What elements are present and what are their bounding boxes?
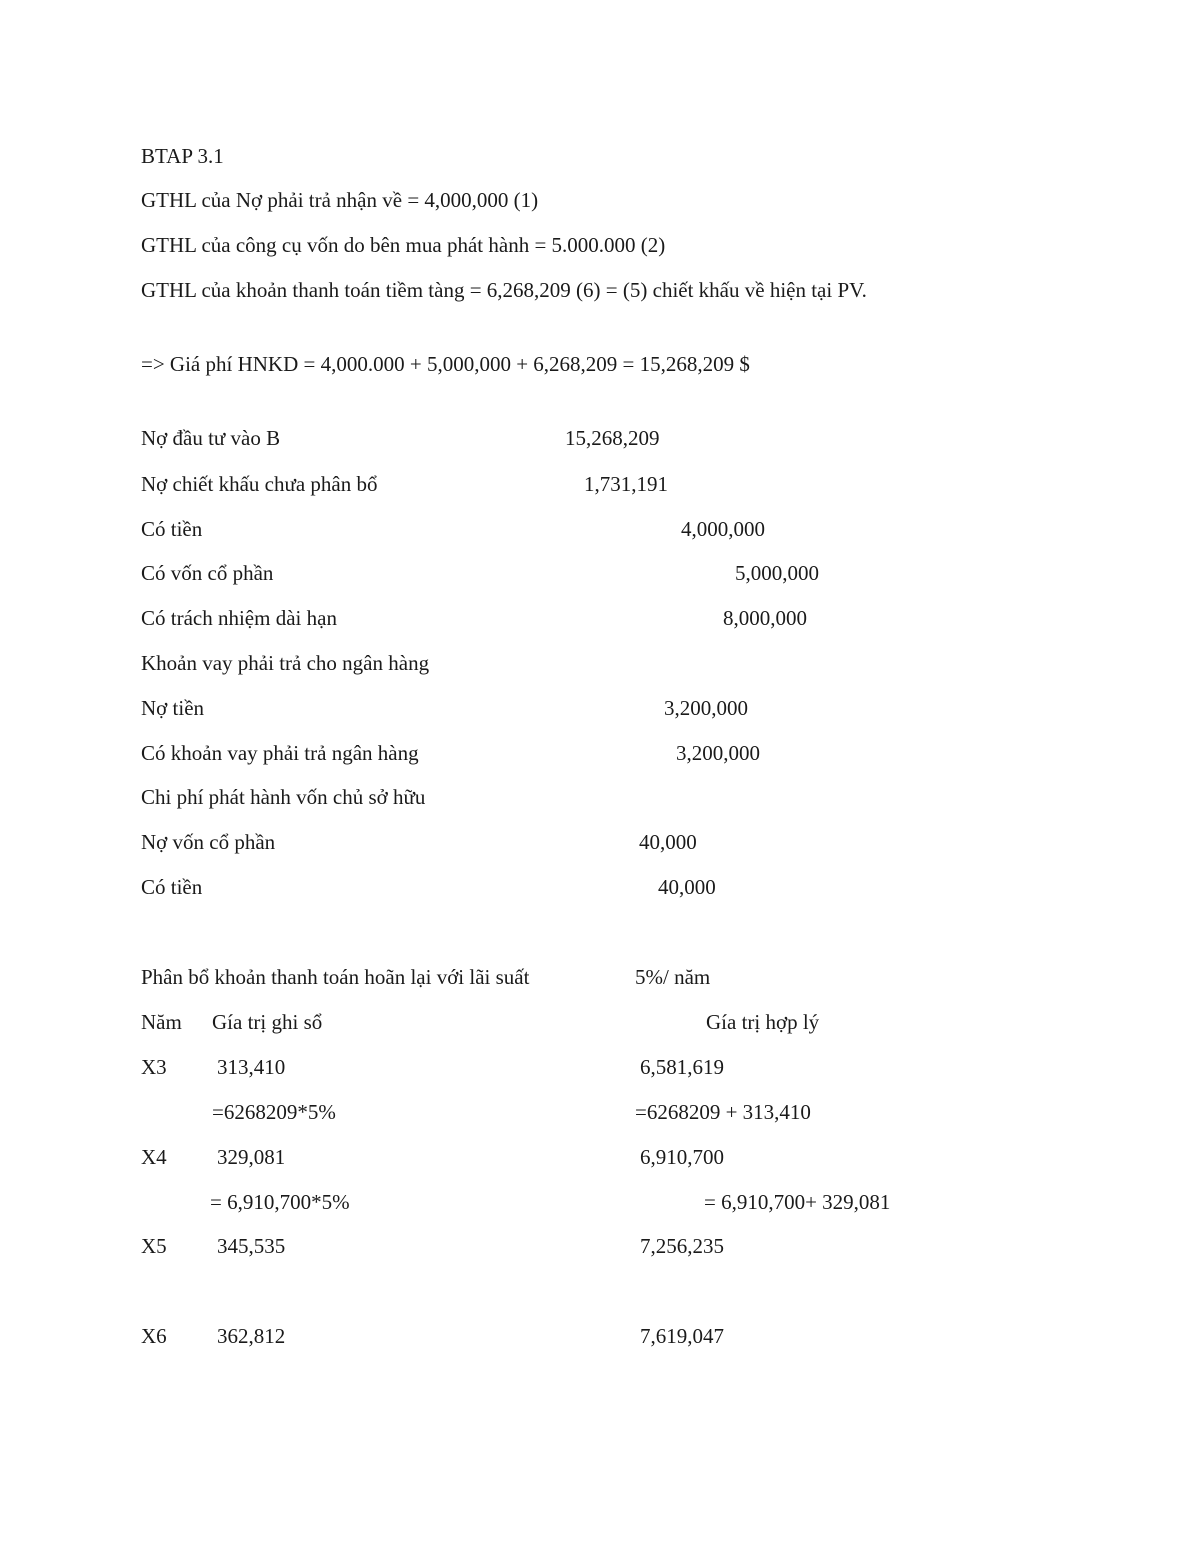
journal-label: Nợ chiết khấu chưa phân bổ — [141, 472, 378, 496]
row-book-value: 313,410 — [217, 1055, 286, 1079]
row-book-formula: = 6,910,700*5% — [210, 1190, 350, 1214]
allocation-heading: Phân bổ khoản thanh toán hoãn lại với lãi suất — [141, 965, 530, 989]
row-fair-value: 7,619,047 — [640, 1324, 724, 1348]
row-year: X5 — [141, 1234, 167, 1258]
row-fair-value: 6,910,700 — [640, 1145, 724, 1169]
journal-label: Nợ vốn cổ phần — [141, 830, 276, 854]
row-fair-value: 6,581,619 — [640, 1055, 724, 1079]
journal-label: Có vốn cổ phần — [141, 561, 274, 585]
fair-value-liability: GTHL của Nợ phải trả nhận về = 4,000,000 (1) — [141, 188, 539, 212]
row-year: X6 — [141, 1324, 167, 1348]
journal-amount: 8,000,000 — [723, 606, 807, 630]
journal-label: Có trách nhiệm dài hạn — [141, 606, 337, 630]
fair-value-equity: GTHL của công cụ vốn do bên mua phát hành = 5.000.000 (2) — [141, 233, 666, 257]
journal-section-heading: Chi phí phát hành vốn chủ sở hữu — [141, 785, 426, 809]
exercise-title: BTAP 3.1 — [141, 144, 224, 168]
total-acquisition-cost: => Giá phí HNKD = 4,000.000 + 5,000,000 + 6,268,209 = 15,268,209 $ — [141, 352, 750, 376]
journal-label: Nợ tiền — [141, 696, 205, 720]
column-header-fair-value: Gía trị hợp lý — [706, 1010, 820, 1034]
journal-amount: 1,731,191 — [584, 472, 668, 496]
row-fair-formula: =6268209 + 313,410 — [635, 1100, 811, 1124]
journal-label: Có tiền — [141, 517, 203, 541]
column-header-year: Năm — [141, 1010, 182, 1034]
journal-label: Có tiền — [141, 875, 203, 899]
row-year: X3 — [141, 1055, 167, 1079]
journal-amount: 40,000 — [639, 830, 697, 854]
journal-label: Nợ đầu tư vào B — [141, 426, 281, 450]
row-book-value: 362,812 — [217, 1324, 286, 1348]
journal-amount: 15,268,209 — [565, 426, 660, 450]
row-book-value: 345,535 — [217, 1234, 286, 1258]
fair-value-contingent: GTHL của khoản thanh toán tiềm tàng = 6,268,209 (6) = (5) chiết khấu về hiện tại PV. — [141, 278, 867, 302]
row-fair-value: 7,256,235 — [640, 1234, 724, 1258]
journal-amount: 4,000,000 — [681, 517, 765, 541]
column-header-book-value: Gía trị ghi sổ — [212, 1010, 323, 1034]
journal-amount: 5,000,000 — [735, 561, 819, 585]
row-book-value: 329,081 — [217, 1145, 286, 1169]
row-year: X4 — [141, 1145, 167, 1169]
journal-amount: 3,200,000 — [676, 741, 760, 765]
row-fair-formula: = 6,910,700+ 329,081 — [704, 1190, 891, 1214]
journal-section-heading: Khoản vay phải trả cho ngân hàng — [141, 651, 430, 675]
journal-amount: 3,200,000 — [664, 696, 748, 720]
allocation-rate: 5%/ năm — [635, 965, 711, 989]
journal-label: Có khoản vay phải trả ngân hàng — [141, 741, 419, 765]
journal-amount: 40,000 — [658, 875, 716, 899]
row-book-formula: =6268209*5% — [212, 1100, 336, 1124]
